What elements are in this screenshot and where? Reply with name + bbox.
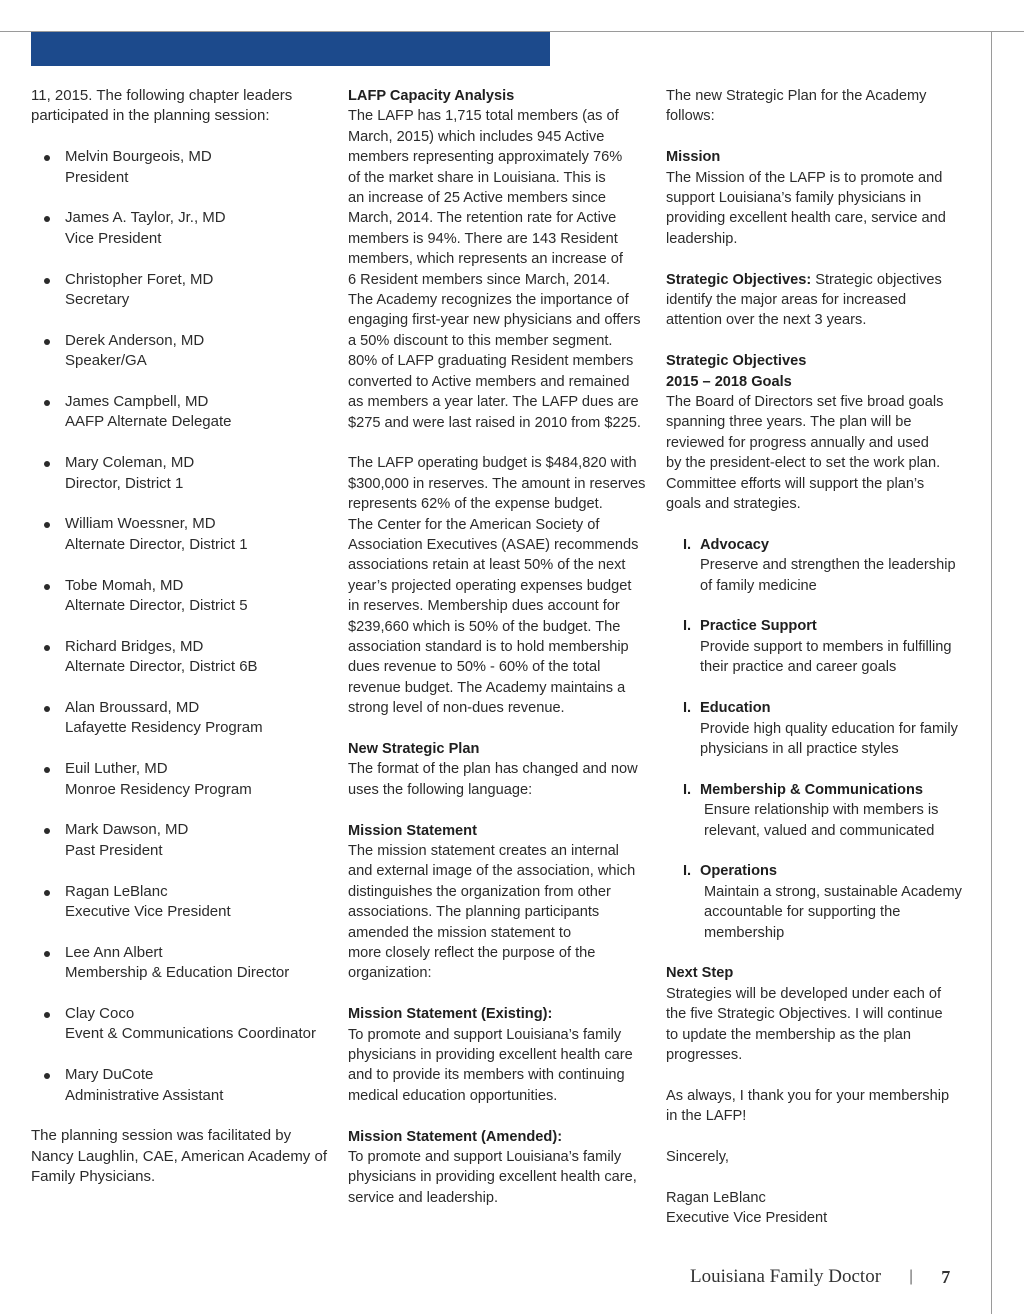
body-line: support Louisiana’s family physicians in xyxy=(666,190,922,207)
paragraph-gap xyxy=(348,1106,648,1126)
leader-name: James Campbell, MD xyxy=(65,393,209,411)
body-line: more closely reflect the purpose of the xyxy=(348,945,596,962)
list-item xyxy=(31,576,331,617)
body-line: converted to Active members and remained xyxy=(348,373,630,390)
goal-description: physicians in all practice styles xyxy=(700,740,899,757)
leader-name: William Woessner, MD xyxy=(65,515,216,533)
list-item xyxy=(31,208,331,249)
column-right xyxy=(666,86,966,1229)
body-line: attention over the next 3 years. xyxy=(666,312,867,329)
goal-education xyxy=(683,698,966,759)
column-left xyxy=(31,86,331,1188)
list-item xyxy=(31,453,331,494)
body-line: and external image of the association, which xyxy=(348,863,636,880)
body-line: as members a year later. The LAFP dues are xyxy=(348,394,639,411)
goal-description: Provide support to members in fulfilling xyxy=(700,638,952,655)
list-item xyxy=(31,514,331,555)
goal-description: Ensure relationship with members is xyxy=(704,802,939,819)
mission-heading: Mission xyxy=(666,149,721,166)
paragraph-gap xyxy=(666,249,966,269)
facilitator-line: Family Physicians. xyxy=(31,1168,156,1186)
list-item xyxy=(31,943,331,984)
facilitator-line: Nancy Laughlin, CAE, American Academy of xyxy=(31,1147,327,1165)
body-line: an increase of 25 Active members since xyxy=(348,190,606,207)
body-line: March, 2015) which includes 945 Active xyxy=(348,128,605,145)
leader-name: Clay Coco xyxy=(65,1005,135,1023)
existing-statement-heading: Mission Statement (Existing): xyxy=(348,1006,553,1023)
leader-name: Christopher Foret, MD xyxy=(65,270,214,288)
body-line: amended the mission statement to xyxy=(348,924,572,941)
list-item xyxy=(31,759,331,800)
body-line: organization: xyxy=(348,965,432,982)
page-footer xyxy=(690,1266,970,1288)
goal-number: I. xyxy=(683,618,692,635)
paragraph-gap xyxy=(348,719,648,739)
body-line: a 50% discount to this member segment. xyxy=(348,332,613,349)
body-line: to update the membership as the plan xyxy=(666,1026,912,1043)
body-line: strong level of non-dues revenue. xyxy=(348,700,565,717)
leader-role: President xyxy=(65,168,129,186)
goals-heading: Strategic Objectives xyxy=(666,353,807,370)
goal-description: accountable for supporting the xyxy=(704,904,901,921)
leader-role: Alternate Director, District 5 xyxy=(65,597,248,615)
goal-membership-communications xyxy=(683,780,966,841)
right-margin-rule xyxy=(991,31,992,1314)
leader-role: Director, District 1 xyxy=(65,474,184,492)
body-line: leadership. xyxy=(666,230,738,247)
goal-title: Membership & Communications xyxy=(700,781,923,798)
body-line: members, which represents an increase of xyxy=(348,251,623,268)
leader-name: Mary Coleman, MD xyxy=(65,454,195,472)
leader-role: AAFP Alternate Delegate xyxy=(65,413,232,431)
goal-description: membership xyxy=(704,924,785,941)
body-line: goals and strategies. xyxy=(666,496,801,513)
body-line: associations retain at least 50% of the next xyxy=(348,557,626,574)
list-item xyxy=(31,392,331,433)
body-line: The new Strategic Plan for the Academy xyxy=(666,88,927,104)
paragraph-gap xyxy=(666,127,966,147)
leader-name: Ragan LeBlanc xyxy=(65,882,168,900)
goal-title: Operations xyxy=(700,863,778,880)
body-line: dues revenue to 50% - 60% of the total xyxy=(348,659,601,676)
leaders-list xyxy=(31,147,331,1106)
body-line: providing excellent health care, service and xyxy=(666,210,946,227)
paragraph-gap xyxy=(666,331,966,351)
mission-statement-heading: Mission Statement xyxy=(348,822,477,839)
goal-description: Maintain a strong, sustainable Academy xyxy=(704,883,962,900)
body-line: Association Executives (ASAE) recommends xyxy=(348,536,639,553)
paragraph-gap xyxy=(348,800,648,820)
signature-name: Ragan LeBlanc xyxy=(666,1189,766,1206)
list-item xyxy=(31,820,331,861)
leader-role: Secretary xyxy=(65,291,130,309)
leader-role: Administrative Assistant xyxy=(65,1086,224,1104)
signature-title: Executive Vice President xyxy=(666,1210,828,1227)
body-line: To promote and support Louisiana’s family xyxy=(348,1026,622,1043)
goal-title: Advocacy xyxy=(700,536,769,553)
goal-title: Practice Support xyxy=(700,618,817,635)
leader-name: Alan Broussard, MD xyxy=(65,699,200,717)
leader-name: Euil Luther, MD xyxy=(65,760,168,778)
body-line: members representing approximately 76% xyxy=(348,149,623,166)
list-item xyxy=(31,147,331,188)
goal-description: of family medicine xyxy=(700,577,817,594)
objectives-text: Strategic objectives xyxy=(811,271,942,288)
amended-statement-heading: Mission Statement (Amended): xyxy=(348,1128,563,1145)
body-line: March, 2014. The retention rate for Active xyxy=(348,210,617,227)
body-line: medical education opportunities. xyxy=(348,1087,558,1104)
goal-number: I. xyxy=(683,781,692,798)
goal-description: Provide high quality education for family xyxy=(700,720,958,737)
body-line: by the president-elect to set the work plan. xyxy=(666,455,941,472)
intro-line: 11, 2015. The following chapter leaders xyxy=(31,87,293,104)
body-line: year’s projected operating expenses budget xyxy=(348,577,632,594)
body-line: revenue budget. The Academy maintains a xyxy=(348,679,626,696)
leader-role: Lafayette Residency Program xyxy=(65,719,263,737)
facilitator-line: The planning session was facilitated by xyxy=(31,1127,292,1145)
leader-role: Alternate Director, District 1 xyxy=(65,535,248,553)
goal-advocacy xyxy=(683,535,966,596)
body-line: Strategies will be developed under each of xyxy=(666,985,942,1002)
leader-role: Executive Vice President xyxy=(65,903,231,921)
footer-separator: | xyxy=(909,1268,914,1285)
body-line: associations. The planning participants xyxy=(348,904,600,921)
body-line: association standard is to hold membership xyxy=(348,638,629,655)
page-number: 7 xyxy=(941,1266,951,1287)
body-line: As always, I thank you for your membership xyxy=(666,1087,950,1104)
body-line: follows: xyxy=(666,108,715,125)
goal-number: I. xyxy=(683,700,692,717)
body-line: identify the major areas for increased xyxy=(666,292,907,309)
body-line: spanning three years. The plan will be xyxy=(666,414,912,431)
leader-role: Vice President xyxy=(65,229,162,247)
body-line: service and leadership. xyxy=(348,1189,499,1206)
body-line: 80% of LAFP graduating Resident members xyxy=(348,353,634,370)
goal-description: their practice and career goals xyxy=(700,659,897,676)
body-line: represents 62% of the expense budget. xyxy=(348,496,603,513)
closing: Sincerely, xyxy=(666,1148,729,1165)
body-line: physicians in providing excellent health care xyxy=(348,1047,633,1064)
capacity-heading: LAFP Capacity Analysis xyxy=(348,88,515,104)
goal-operations xyxy=(683,861,966,943)
body-line: in reserves. Membership dues account for xyxy=(348,598,620,615)
paragraph-gap xyxy=(348,984,648,1004)
paragraph-gap xyxy=(666,943,966,963)
leader-role: Monroe Residency Program xyxy=(65,780,252,798)
objectives-label: Strategic Objectives: xyxy=(666,271,812,288)
leader-name: Melvin Bourgeois, MD xyxy=(65,148,212,166)
goal-description: relevant, valued and communicated xyxy=(704,822,935,839)
leader-name: Tobe Momah, MD xyxy=(65,576,184,594)
body-line: The format of the plan has changed and now xyxy=(348,761,638,778)
body-line: members is 94%. There are 143 Resident xyxy=(348,230,618,247)
list-item xyxy=(31,637,331,678)
list-item xyxy=(31,1065,331,1106)
body-line: reviewed for progress annually and used xyxy=(666,434,929,451)
body-line: The Academy recognizes the importance of xyxy=(348,292,629,309)
header-color-bar xyxy=(31,32,550,66)
leader-role: Alternate Director, District 6B xyxy=(65,658,258,676)
body-line: To promote and support Louisiana’s family xyxy=(348,1149,622,1166)
leader-name: Richard Bridges, MD xyxy=(65,637,204,655)
body-line: progresses. xyxy=(666,1046,743,1063)
leader-name: Lee Ann Albert xyxy=(65,943,163,961)
body-line: uses the following language: xyxy=(348,781,533,798)
paragraph-gap xyxy=(666,1065,966,1085)
body-line: $300,000 in reserves. The amount in reserves xyxy=(348,475,646,492)
goals-subheading: 2015 – 2018 Goals xyxy=(666,373,792,390)
intro-line: participated in the planning session: xyxy=(31,107,270,125)
objectives-intro xyxy=(666,270,966,290)
list-item xyxy=(31,698,331,739)
body-line: The Mission of the LAFP is to promote and xyxy=(666,169,943,186)
body-line: The LAFP has 1,715 total members (as of xyxy=(348,108,619,125)
paragraph-gap xyxy=(666,1167,966,1187)
goal-title: Education xyxy=(700,700,771,717)
body-line: engaging first-year new physicians and offers xyxy=(348,312,641,329)
goal-practice-support xyxy=(683,616,966,677)
list-item xyxy=(31,331,331,372)
body-line: Committee efforts will support the plan’s xyxy=(666,475,925,492)
goal-number: I. xyxy=(683,863,692,880)
body-line: The Board of Directors set five broad goals xyxy=(666,394,944,411)
leader-role: Speaker/GA xyxy=(65,352,147,370)
body-line: The LAFP operating budget is $484,820 with xyxy=(348,455,637,472)
body-line: $275 and were last raised in 2010 from $225. xyxy=(348,414,641,431)
body-line: The mission statement creates an internal xyxy=(348,842,619,859)
leader-name: James A. Taylor, Jr., MD xyxy=(65,209,226,227)
leader-name: Derek Anderson, MD xyxy=(65,331,205,349)
body-line: $239,660 which is 50% of the budget. The xyxy=(348,618,621,635)
goal-description: Preserve and strengthen the leadership xyxy=(700,557,956,574)
leader-role: Event & Communications Coordinator xyxy=(65,1025,316,1043)
body-line: distinguishes the organization from other xyxy=(348,883,611,900)
column-middle xyxy=(348,86,648,1208)
plan-heading: New Strategic Plan xyxy=(348,740,480,757)
body-line: 6 Resident members since March, 2014. xyxy=(348,271,610,288)
goal-number: I. xyxy=(683,536,692,553)
leader-role: Membership & Education Director xyxy=(65,964,290,982)
body-line: of the market share in Louisiana. This is xyxy=(348,169,606,186)
body-line: The Center for the American Society of xyxy=(348,516,600,533)
list-item xyxy=(31,270,331,311)
leader-name: Mary DuCote xyxy=(65,1066,154,1084)
body-line: the five Strategic Objectives. I will continue xyxy=(666,1006,943,1023)
body-line: physicians in providing excellent health care, xyxy=(348,1169,637,1186)
list-item xyxy=(31,1004,331,1045)
body-line: in the LAFP! xyxy=(666,1108,747,1125)
paragraph-gap xyxy=(348,433,648,453)
paragraph-gap xyxy=(666,1127,966,1147)
publication-title: Louisiana Family Doctor xyxy=(690,1266,882,1287)
next-step-heading: Next Step xyxy=(666,965,734,982)
leader-role: Past President xyxy=(65,841,163,859)
body-line: and to provide its members with continuing xyxy=(348,1067,625,1084)
leader-name: Mark Dawson, MD xyxy=(65,821,189,839)
list-item xyxy=(31,882,331,923)
